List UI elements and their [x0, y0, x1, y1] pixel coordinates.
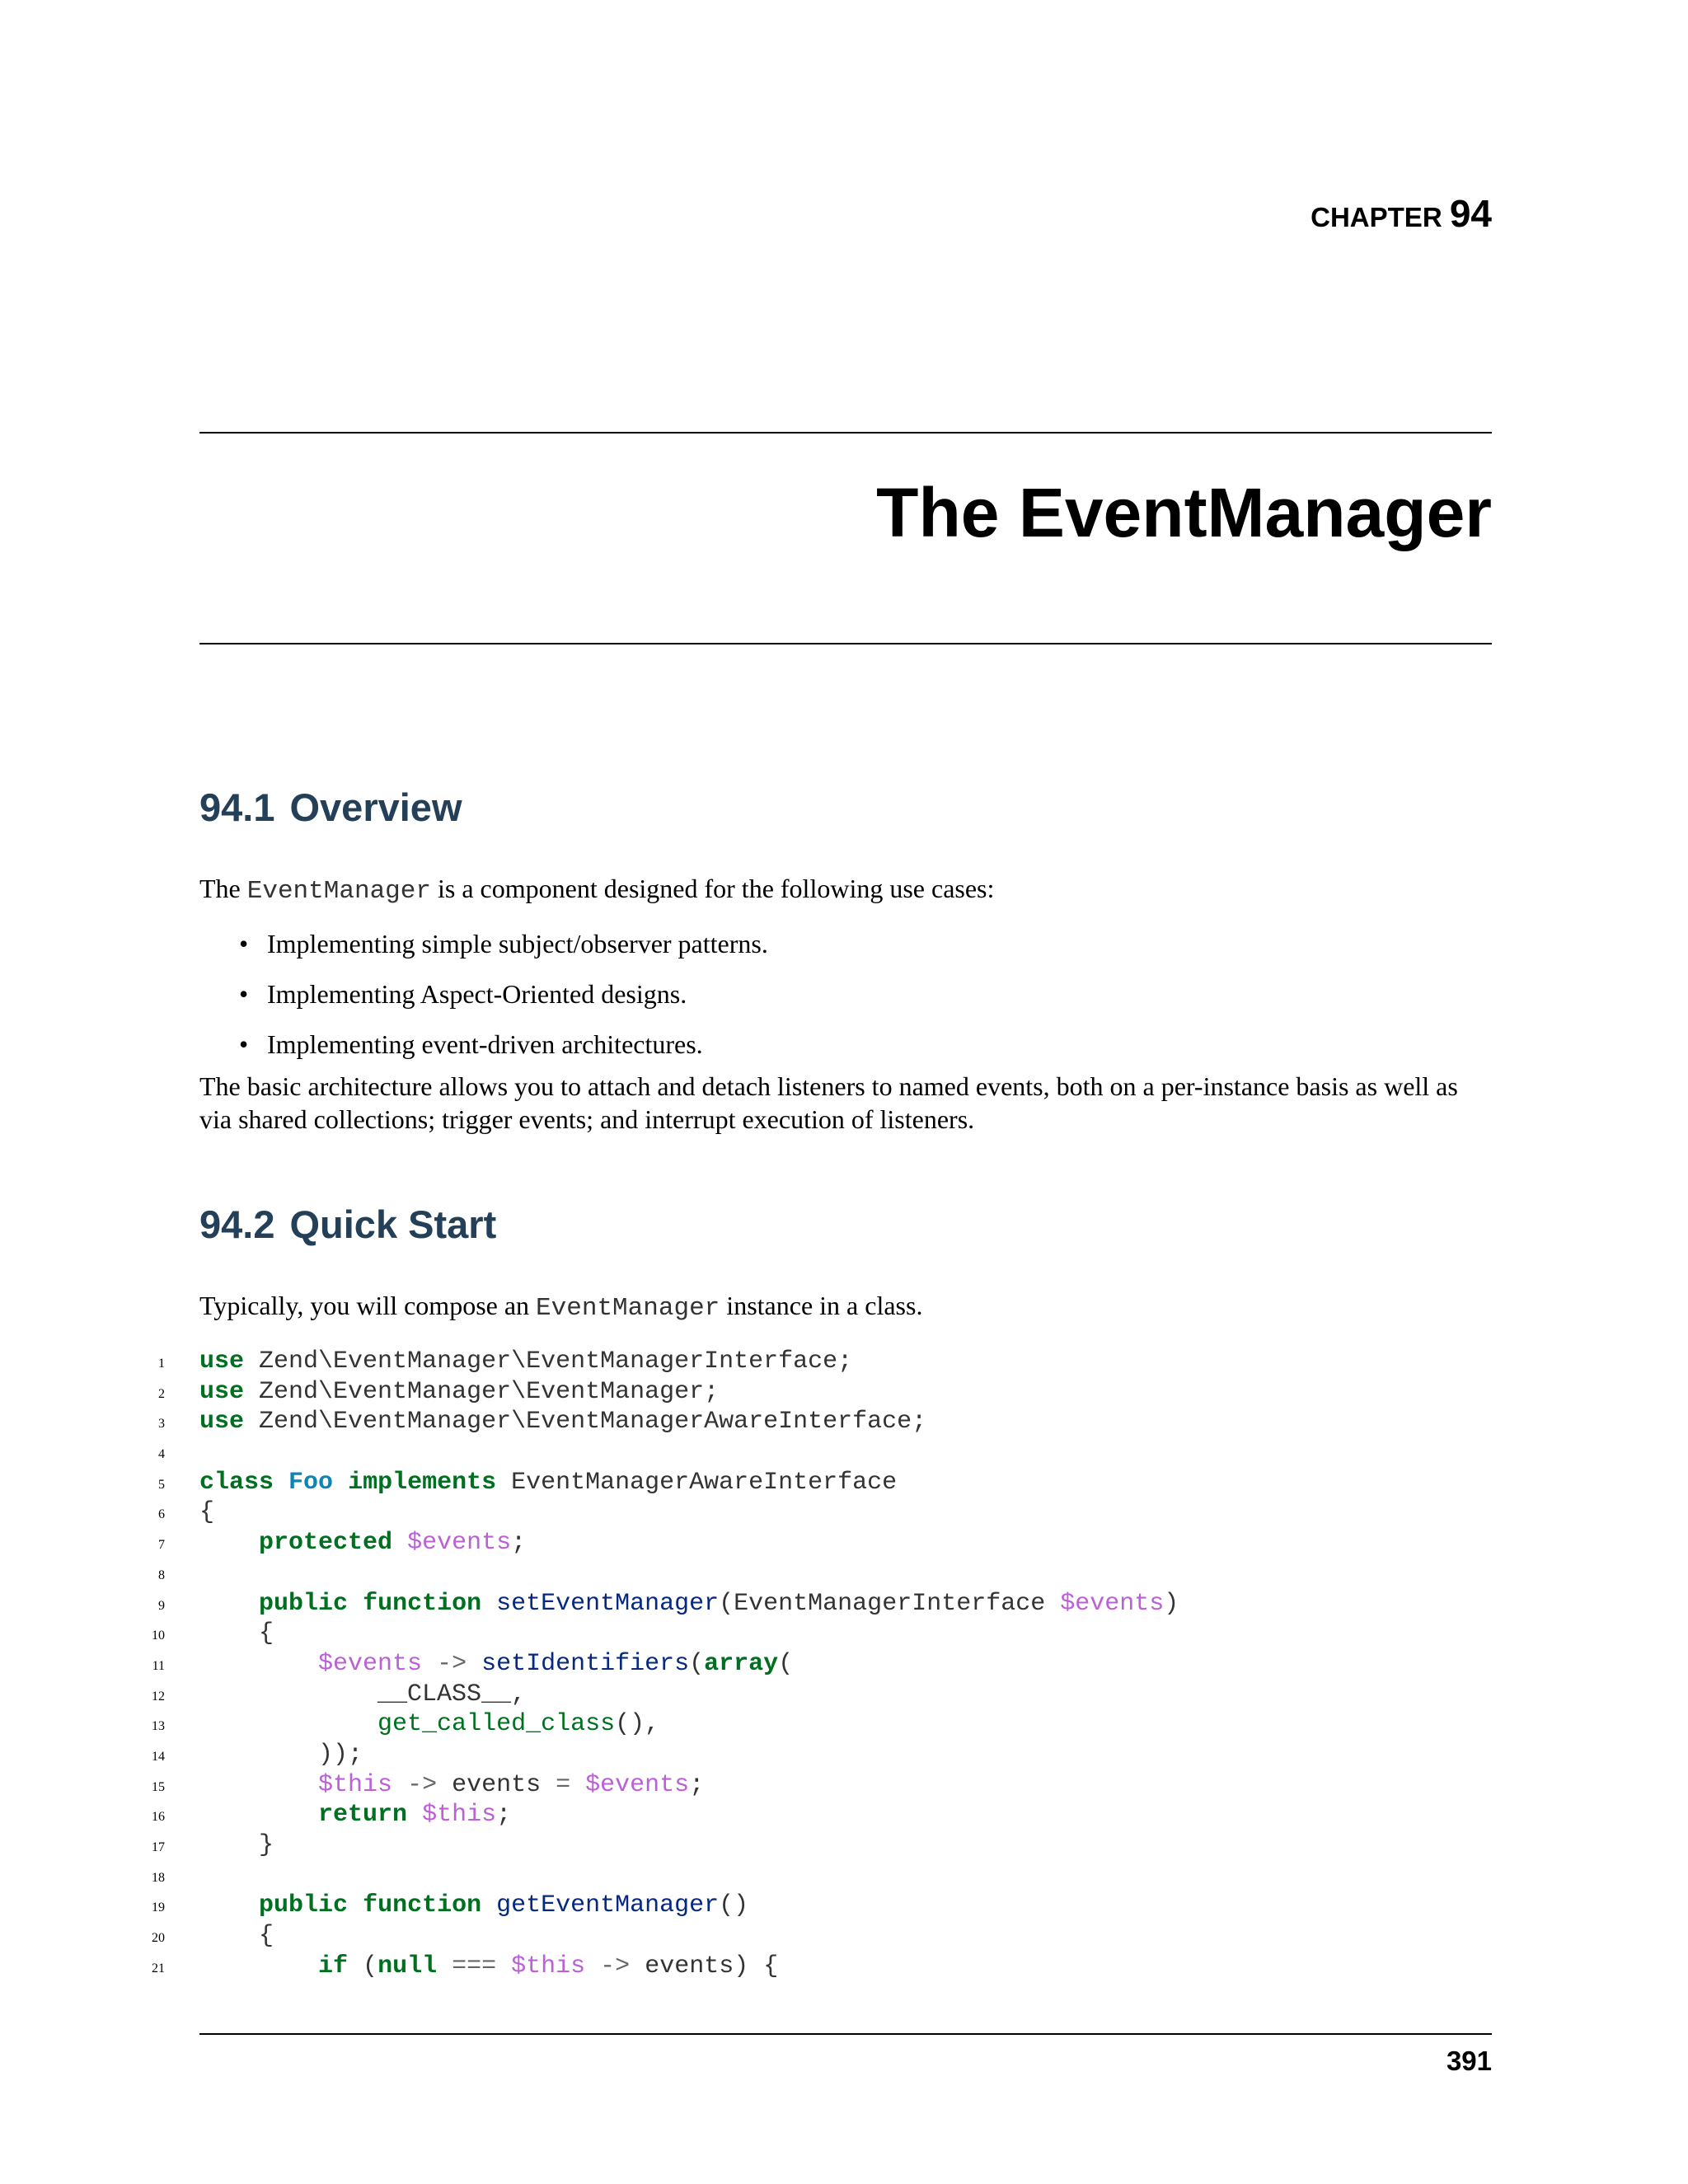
code-token: return — [318, 1801, 408, 1830]
code-token: (EventManagerInterface — [719, 1589, 1061, 1618]
code-token: implements — [348, 1468, 497, 1497]
code-token: (), — [615, 1710, 660, 1739]
code-token: ( — [778, 1649, 794, 1678]
section-title: Overview — [289, 785, 462, 829]
overview-intro — [199, 872, 1493, 908]
code-token: Zend\EventManager\EventManager; — [259, 1377, 720, 1406]
code-token — [199, 1529, 259, 1557]
code-token: use — [199, 1377, 245, 1406]
section-heading-quick-start — [199, 1202, 497, 1246]
code-token: Zend\EventManager\EventManagerInterface; — [259, 1347, 853, 1376]
code-line — [148, 1347, 1492, 1377]
code-token: () — [719, 1891, 749, 1920]
code-token: = — [556, 1770, 571, 1799]
list-item-text: Implementing event-driven architectures. — [267, 1029, 703, 1059]
list-item-text: Implementing simple subject/observer patterns. — [267, 929, 768, 958]
code-token — [199, 1801, 318, 1829]
code-token: === — [452, 1952, 497, 1980]
code-token: ( — [348, 1952, 378, 1980]
code-token: $events — [318, 1649, 423, 1678]
line-number: 9 — [158, 1598, 165, 1613]
line-number: 19 — [152, 1900, 165, 1915]
use-case-list — [239, 927, 768, 1078]
code-line — [148, 1558, 1492, 1589]
code-token: Foo — [288, 1468, 334, 1497]
overview-paragraph: The basic architecture allows you to attach and detach listeners to named events, both on a per-instance basis as well as via shared collections; trigger events; and interrupt execution of listeners. — [199, 1071, 1458, 1134]
footer-rule — [199, 2033, 1492, 2035]
line-number: 5 — [158, 1477, 165, 1492]
code-token: events) { — [645, 1952, 779, 1980]
code-token: ; — [689, 1770, 705, 1799]
line-number: 17 — [152, 1840, 165, 1854]
code-line — [148, 1740, 1492, 1770]
line-number: 13 — [152, 1719, 165, 1734]
code-token: $events — [407, 1529, 512, 1558]
line-number: 4 — [158, 1447, 165, 1462]
line-number: 2 — [158, 1386, 165, 1401]
code-line — [148, 1770, 1492, 1801]
chapter-label — [1311, 191, 1492, 236]
chapter-title-top-rule — [199, 432, 1492, 434]
code-token: setIdentifiers — [481, 1649, 690, 1678]
code-token: $this — [422, 1801, 497, 1830]
code-token: ( — [689, 1649, 705, 1678]
code-line — [148, 1830, 1492, 1861]
inline-code: EventManager — [246, 877, 431, 906]
code-line — [148, 1528, 1492, 1558]
code-token: )); — [199, 1740, 363, 1769]
line-number: 15 — [152, 1779, 165, 1794]
code-token: class — [199, 1468, 274, 1497]
code-token: -> — [407, 1770, 438, 1799]
code-token: EventManagerAwareInterface — [511, 1468, 898, 1497]
code-line — [148, 1497, 1492, 1528]
line-number: 16 — [152, 1810, 165, 1825]
code-token: protected — [259, 1529, 393, 1558]
code-token: get_called_class — [377, 1710, 616, 1739]
code-token — [199, 1650, 318, 1678]
code-token: public — [259, 1891, 349, 1920]
line-number: 1 — [158, 1357, 165, 1371]
code-token: array — [704, 1649, 779, 1678]
code-token — [199, 1590, 259, 1618]
intro-text: The — [199, 874, 247, 903]
code-token — [199, 1710, 377, 1738]
code-token: function — [363, 1891, 482, 1920]
code-token: use — [199, 1347, 245, 1376]
code-line — [148, 1619, 1492, 1649]
code-token: setEventManager — [496, 1589, 720, 1618]
code-token: $events — [585, 1770, 690, 1799]
intro-text: is a component designed for the following use cases: — [431, 874, 995, 903]
section-number: 94.2 — [199, 1202, 275, 1246]
code-token: } — [199, 1831, 274, 1859]
bullet-icon: • — [239, 979, 249, 1009]
line-number: 21 — [152, 1961, 165, 1975]
code-line — [148, 1800, 1492, 1830]
line-number: 6 — [158, 1507, 165, 1522]
code-line — [148, 1952, 1492, 1982]
chapter-title: The EventManager — [876, 474, 1492, 551]
code-line — [148, 1649, 1492, 1680]
bullet-icon: • — [239, 929, 249, 958]
code-token — [199, 1771, 318, 1799]
inline-code: EventManager — [536, 1294, 720, 1323]
code-token: $this — [511, 1952, 586, 1980]
code-token: Zend\EventManager\EventManagerAwareInterface; — [259, 1408, 927, 1436]
code-block — [148, 1347, 1492, 1981]
code-line — [148, 1680, 1492, 1710]
code-token: events — [452, 1770, 556, 1799]
intro-text: instance in a class. — [720, 1291, 923, 1320]
line-number: 18 — [152, 1870, 165, 1885]
quick-start-intro — [199, 1289, 1493, 1325]
code-token: ; — [496, 1801, 512, 1830]
list-item-text: Implementing Aspect-Oriented designs. — [267, 979, 687, 1009]
code-line — [148, 1891, 1492, 1921]
line-number: 7 — [158, 1538, 165, 1553]
code-token: -> — [600, 1952, 631, 1980]
code-token: -> — [437, 1649, 467, 1678]
list-item — [239, 977, 768, 1028]
code-token: function — [363, 1589, 482, 1618]
code-line — [148, 1709, 1492, 1740]
list-item — [239, 927, 768, 977]
code-token: use — [199, 1408, 245, 1436]
code-line — [148, 1589, 1492, 1619]
bullet-icon: • — [239, 1029, 249, 1059]
code-line — [148, 1407, 1492, 1437]
code-line — [148, 1377, 1492, 1408]
line-number: 8 — [158, 1568, 165, 1582]
code-token: getEventManager — [496, 1891, 720, 1920]
code-line — [148, 1468, 1492, 1498]
intro-text: Typically, you will compose an — [199, 1291, 537, 1320]
code-token: if — [318, 1952, 349, 1980]
code-token — [199, 1891, 259, 1919]
line-number: 14 — [152, 1749, 165, 1764]
chapter-number: 94 — [1449, 192, 1492, 235]
code-token: null — [377, 1952, 438, 1980]
line-number: 20 — [152, 1931, 165, 1946]
chapter-label-text: CHAPTER — [1311, 202, 1442, 232]
code-token: public — [259, 1589, 349, 1618]
code-line — [148, 1437, 1492, 1468]
code-token — [199, 1952, 318, 1980]
page-number: 391 — [1446, 2046, 1492, 2076]
code-token: ) — [1164, 1589, 1179, 1618]
line-number: 3 — [158, 1417, 165, 1432]
code-token: { — [199, 1498, 215, 1527]
code-token: ; — [511, 1529, 527, 1558]
code-token: { — [199, 1619, 274, 1648]
code-token: $events — [1060, 1589, 1165, 1618]
section-heading-overview — [199, 785, 462, 829]
code-token: __CLASS__, — [199, 1680, 527, 1708]
code-token: { — [199, 1922, 274, 1951]
section-number: 94.1 — [199, 785, 275, 829]
code-line — [148, 1861, 1492, 1891]
code-token: $this — [318, 1770, 393, 1799]
line-number: 11 — [152, 1658, 165, 1673]
code-line — [148, 1921, 1492, 1952]
line-number: 10 — [152, 1629, 165, 1643]
chapter-title-bottom-rule — [199, 643, 1492, 644]
section-title: Quick Start — [289, 1202, 497, 1246]
line-number: 12 — [152, 1689, 165, 1704]
